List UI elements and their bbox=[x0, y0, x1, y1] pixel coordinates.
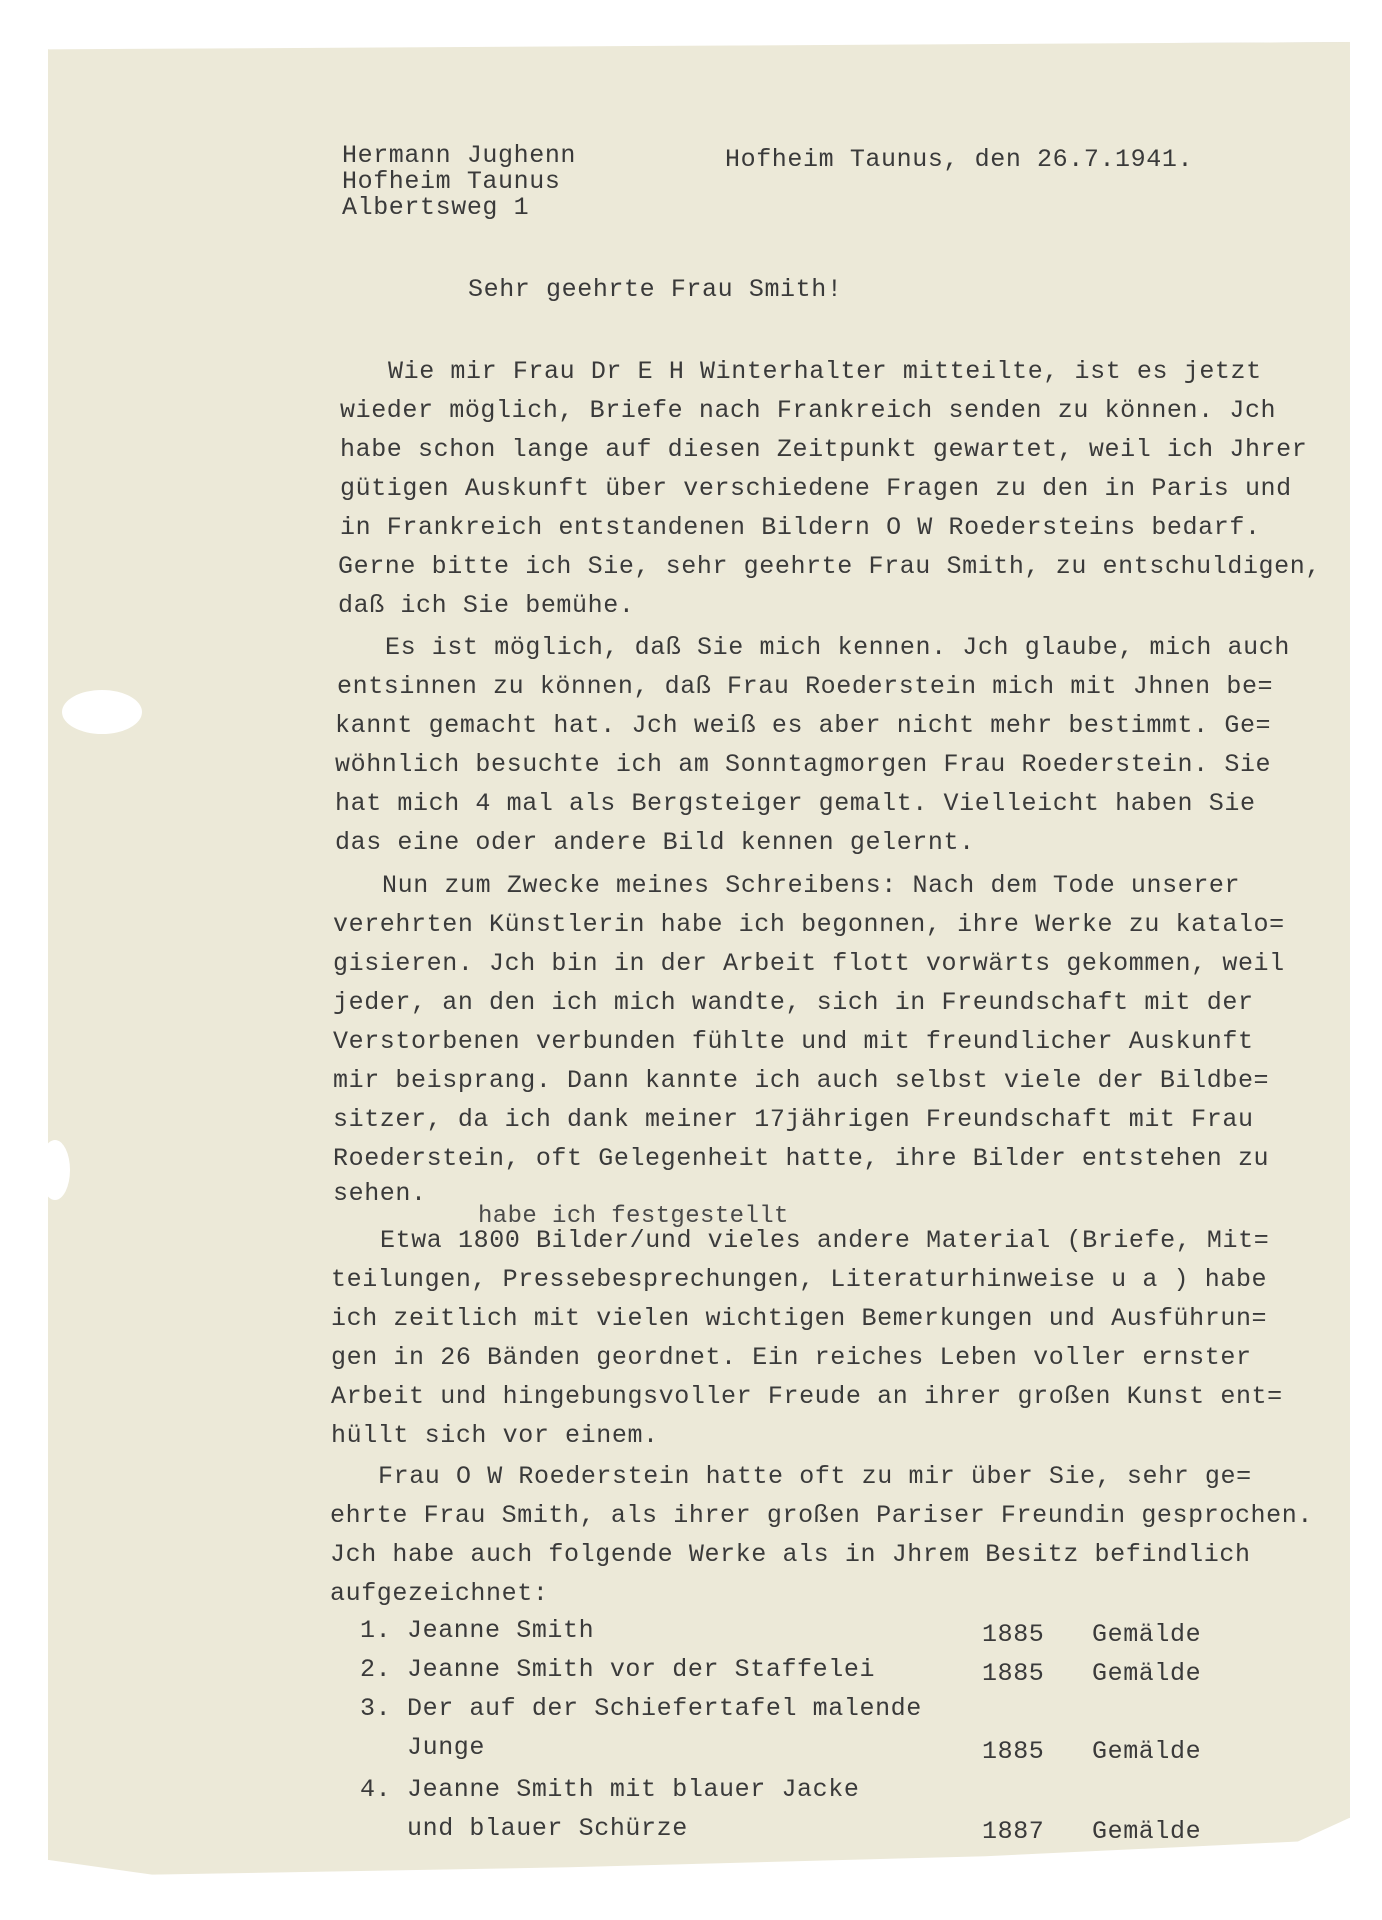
body-line: sehen. bbox=[333, 1179, 427, 1208]
paper-tear bbox=[40, 1140, 70, 1200]
body-line: Etwa 1800 Bilder/und vieles andere Material (Briefe, Mit= bbox=[380, 1226, 1270, 1255]
work-type: Gemälde bbox=[1092, 1737, 1202, 1766]
body-line: das eine oder andere Bild kennen gelernt. bbox=[335, 828, 975, 857]
body-line: Frau O W Roederstein hatte oft zu mir über Sie, sehr ge= bbox=[378, 1462, 1252, 1491]
body-line: hat mich 4 mal als Bergsteiger gemalt. Vielleicht haben Sie bbox=[335, 789, 1256, 818]
work-year: 1885 bbox=[982, 1620, 1045, 1649]
work-year: 1885 bbox=[982, 1659, 1045, 1688]
work-number: 1. bbox=[360, 1616, 392, 1645]
body-line: gen in 26 Bänden geordnet. Ein reiches Leben voller ernster bbox=[331, 1343, 1252, 1372]
body-line: Arbeit und hingebungsvoller Freude an ihrer großen Kunst ent= bbox=[331, 1382, 1283, 1411]
work-number: 2. bbox=[360, 1655, 392, 1684]
body-line: teilungen, Pressebesprechungen, Literaturhinweise u a ) habe bbox=[331, 1265, 1268, 1294]
work-title-cont: Junge bbox=[407, 1733, 486, 1762]
body-line: ehrte Frau Smith, als ihrer großen Pariser Freundin gesprochen. bbox=[330, 1501, 1313, 1530]
body-line: kannt gemacht hat. Jch weiß es aber nicht mehr bestimmt. Ge= bbox=[335, 711, 1272, 740]
body-line: ich zeitlich mit vielen wichtigen Bemerkungen und Ausführun= bbox=[331, 1304, 1268, 1333]
sender-street: Albertsweg 1 bbox=[342, 193, 530, 222]
work-title: Jeanne Smith vor der Staffelei bbox=[407, 1655, 876, 1684]
body-line: mir beisprang. Dann kannte ich auch selbst viele der Bildbe= bbox=[333, 1066, 1270, 1095]
work-year: 1885 bbox=[982, 1737, 1045, 1766]
body-line: in Frankreich entstandenen Bildern O W Roedersteins bedarf. bbox=[340, 513, 1261, 542]
work-title-cont: und blauer Schürze bbox=[407, 1814, 688, 1843]
body-line: gisieren. Jch bin in der Arbeit flott vorwärts gekommen, weil bbox=[333, 949, 1285, 978]
body-line: Verstorbenen verbunden fühlte und mit freundlicher Auskunft bbox=[333, 1027, 1254, 1056]
body-line: wöhnlich besuchte ich am Sonntagmorgen Frau Roederstein. Sie bbox=[335, 750, 1272, 779]
work-number: 4. bbox=[360, 1775, 392, 1804]
body-line: Gerne bitte ich Sie, sehr geehrte Frau Smith, zu entschuldigen, bbox=[338, 552, 1321, 581]
work-type: Gemälde bbox=[1092, 1817, 1202, 1846]
work-type: Gemälde bbox=[1092, 1620, 1202, 1649]
work-type: Gemälde bbox=[1092, 1659, 1202, 1688]
work-title: Jeanne Smith mit blauer Jacke bbox=[407, 1775, 860, 1804]
handwritten-insertion: habe ich festgestellt bbox=[478, 1203, 789, 1230]
sender-city: Hofheim Taunus bbox=[342, 167, 561, 196]
work-number: 3. bbox=[360, 1694, 392, 1723]
body-line: jeder, an den ich mich wandte, sich in Freundschaft mit der bbox=[333, 988, 1254, 1017]
body-line: Wie mir Frau Dr E H Winterhalter mitteilte, ist es jetzt bbox=[388, 357, 1262, 386]
body-line: sitzer, da ich dank meiner 17jährigen Freundschaft mit Frau bbox=[333, 1105, 1254, 1134]
body-line: entsinnen zu können, daß Frau Roederstein mich mit Jhnen be= bbox=[337, 672, 1274, 701]
salutation: Sehr geehrte Frau Smith! bbox=[468, 275, 843, 304]
body-line: habe schon lange auf diesen Zeitpunkt gewartet, weil ich Jhrer bbox=[340, 435, 1308, 464]
body-line: Es ist möglich, daß Sie mich kennen. Jch glaube, mich auch bbox=[385, 633, 1290, 662]
body-line: daß ich Sie bemühe. bbox=[338, 591, 635, 620]
work-title: Der auf der Schiefertafel malende bbox=[407, 1694, 922, 1723]
body-line: verehrten Künstlerin habe ich begonnen, ihre Werke zu katalo= bbox=[333, 910, 1285, 939]
work-title: Jeanne Smith bbox=[407, 1616, 595, 1645]
body-line: Nun zum Zwecke meines Schreibens: Nach dem Tode unserer bbox=[382, 871, 1241, 900]
work-year: 1887 bbox=[982, 1817, 1045, 1846]
sender-name: Hermann Jughenn bbox=[342, 141, 577, 170]
body-line: aufgezeichnet: bbox=[330, 1579, 549, 1608]
body-line: Jch habe auch folgende Werke als in Jhrem Besitz befindlich bbox=[330, 1540, 1251, 1569]
body-line: wieder möglich, Briefe nach Frankreich senden zu können. Jch bbox=[340, 396, 1277, 425]
body-line: gütigen Auskunft über verschiedene Fragen zu den in Paris und bbox=[340, 474, 1292, 503]
paper-tear bbox=[62, 690, 142, 734]
place-date: Hofheim Taunus, den 26.7.1941. bbox=[725, 145, 1194, 174]
body-line: hüllt sich vor einem. bbox=[331, 1421, 659, 1450]
body-line: Roederstein, oft Gelegenheit hatte, ihre Bilder entstehen zu bbox=[333, 1144, 1270, 1173]
